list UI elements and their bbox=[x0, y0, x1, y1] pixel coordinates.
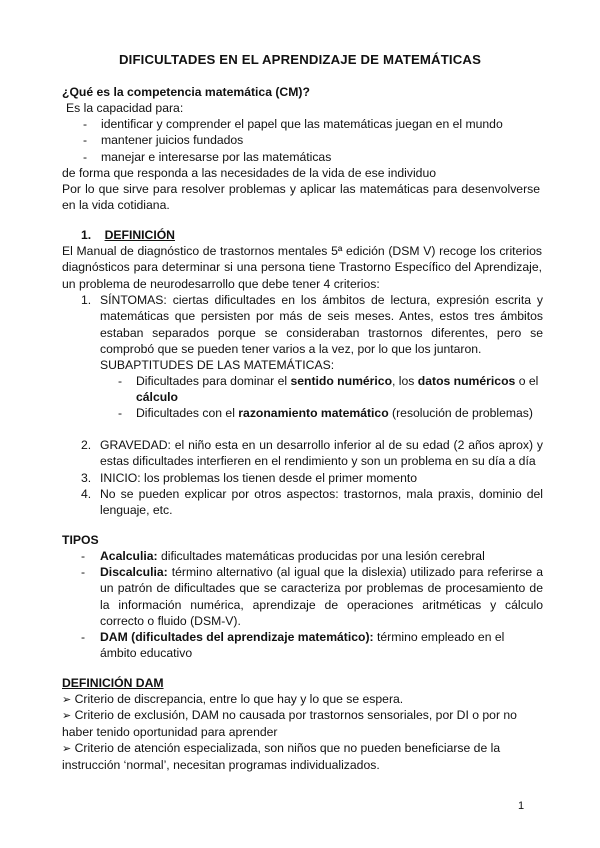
dash-bullet: - bbox=[83, 117, 88, 131]
list-item-text: manejar e interesarse por las matemáticas bbox=[101, 149, 332, 164]
criteria-text: GRAVEDAD: el niño esta en un desarrollo inferior al de su edad (2 años aprox) y estas dificultades interfieren en el rendimiento y son un problema en su día a día bbox=[100, 438, 543, 469]
tipos-heading: TIPOS bbox=[62, 533, 99, 547]
criteria-item bbox=[81, 437, 543, 470]
dam-item bbox=[62, 707, 542, 741]
subapt-item bbox=[118, 405, 543, 421]
dash-bullet: - bbox=[81, 549, 86, 563]
tipo-item bbox=[81, 564, 543, 629]
tipo-item bbox=[81, 548, 543, 564]
list-item-text: mantener juicios fundados bbox=[101, 133, 244, 148]
subapt-text-part: Dificultades con el bbox=[136, 406, 239, 420]
criteria-item bbox=[81, 470, 543, 486]
definicion-heading bbox=[81, 227, 175, 243]
dam-item bbox=[62, 740, 542, 774]
cm-question: ¿Qué es la competencia matemática (CM)? bbox=[62, 85, 310, 99]
criteria-number: 2. bbox=[81, 438, 92, 452]
document-title: DIFICULTADES EN EL APRENDIZAJE DE MATEMÁTICAS bbox=[118, 52, 482, 67]
list-item-text: identificar y comprender el papel que las matemáticas juegan en el mundo bbox=[101, 117, 503, 131]
list-item bbox=[83, 149, 523, 165]
dash-bullet: - bbox=[118, 406, 123, 420]
dam-item-text: Criterio de exclusión, DAM no causada por trastornos sensoriales, por DI o por no haber tenido oportunidad para aprender bbox=[62, 708, 517, 740]
dam-item bbox=[62, 691, 542, 708]
dash-bullet: - bbox=[83, 149, 88, 164]
definicion-intro: El Manual de diagnóstico de trastornos mentales 5ª edición (DSM V) recoge los criterios diagnósticos para determinar si una persona tiene Trastorno Específico del Aprendizaje, un problema de neurodesarrollo que debe tener 4 criterios: bbox=[62, 244, 542, 291]
list-item bbox=[83, 132, 523, 148]
bold-term: cálculo bbox=[136, 390, 178, 405]
tipo-text bbox=[100, 548, 543, 564]
subapt-text-part: , los bbox=[392, 374, 418, 388]
cm-list bbox=[83, 116, 523, 165]
page-number: 1 bbox=[518, 800, 525, 812]
criteria-number: 3. bbox=[81, 471, 92, 485]
tipo-text bbox=[100, 629, 543, 662]
cm-after-text: de forma que responda a las necesidades de la vida de ese individuo bbox=[62, 166, 437, 180]
dash-bullet: - bbox=[83, 133, 88, 148]
cm-conclusion: Por lo que sirve para resolver problemas y aplicar las matemáticas para desenvolverse en la vida cotidiana. bbox=[62, 182, 540, 213]
subaptitudes-heading: SUBAPTITUDES DE LAS MATEMÁTICAS: bbox=[100, 358, 335, 372]
subapt-item bbox=[118, 373, 543, 406]
section-title: DEFINICIÓN bbox=[104, 228, 175, 242]
dam-item-text: Criterio de atención especializada, son niños que no pueden beneficiarse de la instrucción ‘normal’, necesitan programas individualizados. bbox=[62, 741, 501, 773]
criteria-text: SÍNTOMAS: ciertas dificultades en los ámbitos de lectura, expresión escrita y matemáticas que persisten por más de seis meses. Antes, estos tres ámbitos estaban separados porque se consideraban trastornos diferentes, pero se comprobó que se pueden tener varios a la vez, por lo que los juntaron. bbox=[100, 293, 543, 356]
bold-term: razonamiento matemático bbox=[238, 406, 389, 420]
tipo-description: término empleado en el ámbito educativo bbox=[100, 630, 505, 661]
arrow-bullet-icon: ➢ bbox=[62, 709, 72, 722]
section-number: 1. bbox=[81, 228, 92, 242]
dash-bullet: - bbox=[118, 374, 123, 388]
dam-item-text: Criterio de discrepancia, entre lo que hay y lo que se espera. bbox=[74, 692, 404, 706]
bold-term: DAM (dificultades del aprendizaje matemático): bbox=[100, 630, 374, 644]
bold-term: Acalculia: bbox=[100, 549, 158, 563]
subapt-text bbox=[136, 405, 543, 421]
subapt-text-part: (resolución de problemas) bbox=[388, 406, 533, 420]
dash-bullet: - bbox=[81, 565, 86, 579]
criteria-text: INICIO: los problemas los tienen desde el primer momento bbox=[100, 471, 418, 485]
criteria-item bbox=[81, 486, 543, 519]
subapt-text-part: Dificultades para dominar el bbox=[136, 374, 291, 388]
dash-bullet: - bbox=[81, 630, 86, 644]
criteria-text: No se pueden explicar por otros aspectos: trastornos, mala praxis, dominio del lenguaje, etc. bbox=[100, 487, 543, 518]
tipo-description: dificultades matemáticas producidas por una lesión cerebral bbox=[157, 549, 485, 563]
bold-term: Discalculia: bbox=[100, 565, 168, 579]
arrow-bullet-icon: ➢ bbox=[62, 693, 72, 706]
bold-term: sentido numérico bbox=[290, 374, 393, 388]
tipo-text bbox=[100, 564, 543, 629]
cm-intro: Es la capacidad para: bbox=[66, 101, 184, 115]
arrow-bullet-icon: ➢ bbox=[62, 742, 72, 755]
criteria-number: 1. bbox=[81, 293, 92, 307]
tipo-item bbox=[81, 629, 543, 662]
criteria-number: 4. bbox=[81, 487, 92, 501]
criteria-item bbox=[81, 292, 543, 357]
subapt-text-part: o el bbox=[515, 374, 539, 388]
subapt-text bbox=[136, 373, 543, 406]
dam-heading: DEFINICIÓN DAM bbox=[62, 676, 164, 690]
bold-term: datos numéricos bbox=[417, 374, 516, 388]
list-item bbox=[83, 116, 523, 132]
tipo-description: término alternativo (al igual que la dislexia) utilizado para referirse a un patrón de dificultades que se caracteriza por problemas de procesamiento de la información numérica, aprendizaje de operaciones aritméticas y cálculo correcto o fluido (DSM-V). bbox=[100, 565, 543, 628]
